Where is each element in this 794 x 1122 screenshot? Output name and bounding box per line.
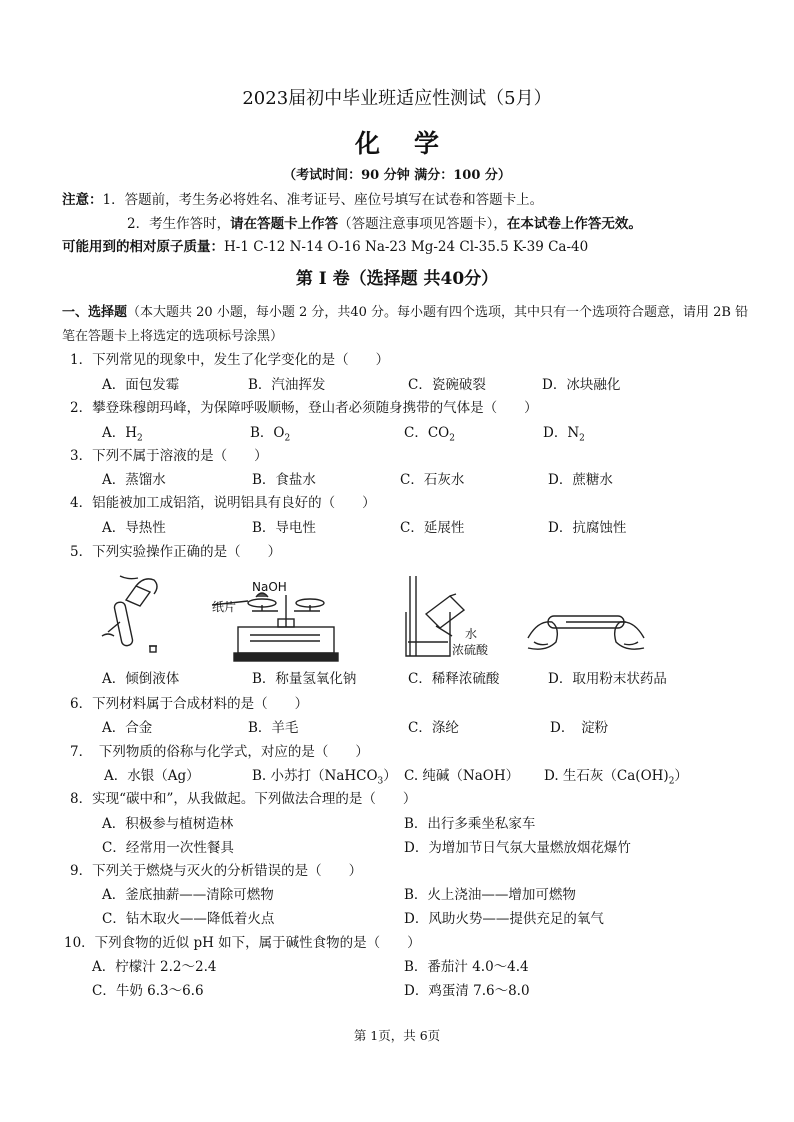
- figure-pour-liquid: [96, 570, 176, 662]
- q1-option-c: C．瓷碗破裂: [408, 377, 486, 393]
- q8-option-b: B．出行多乘坐私家车: [404, 816, 536, 832]
- subject-title: 化学: [354, 129, 473, 158]
- q7-option-b-end: ）: [383, 768, 397, 784]
- question-5-stem: 5．下列实验操作正确的是（ ）: [70, 544, 282, 560]
- atomic-masses: [62, 235, 588, 255]
- figure-powder: [526, 598, 646, 658]
- q2-option-c-sub: 2: [449, 433, 455, 444]
- atoms-label: 可能用到的相对原子质量：: [62, 239, 224, 255]
- q2-option-b: [250, 421, 290, 444]
- page-footer: 第 1页，共 6页: [353, 1028, 441, 1043]
- q4-option-b: B．导电性: [252, 520, 316, 536]
- note-2-c: （答题注意事项见答题卡），: [338, 216, 507, 232]
- q3-option-a: A．蒸馏水: [102, 472, 166, 488]
- note-2: [127, 212, 642, 232]
- q5-option-d: D．取用粉末状药品: [548, 671, 667, 687]
- q7-option-b-sub: 3: [377, 776, 384, 787]
- q6-option-b: B．羊毛: [248, 720, 299, 736]
- question-4-stem: 4．铝能被加工成铝箔，说明铝具有良好的（ ）: [70, 495, 376, 511]
- q7-option-d-text: D. 生石灰（Ca(OH): [544, 768, 669, 784]
- label-acid: 浓硫酸: [452, 643, 489, 657]
- q7-option-d-end: ）: [674, 768, 688, 784]
- q9-option-c: C．钻木取火——降低着火点: [102, 911, 275, 927]
- q7-option-b: [252, 764, 397, 787]
- q6-option-d: D． 淀粉: [550, 720, 609, 736]
- q6-option-c: C．涤纶: [408, 720, 459, 736]
- q2-option-c: [404, 421, 455, 444]
- q7-option-a: A．水银（Ag）: [104, 768, 200, 784]
- q2-option-a-sub: 2: [137, 433, 143, 444]
- q5-option-b: B．称量氢氧化钠: [252, 671, 357, 687]
- question-6-stem: 6．下列材料属于合成材料的是（ ）: [70, 696, 309, 712]
- q5-option-c: C．稀释浓硫酸: [408, 671, 500, 687]
- section-instruction: [62, 301, 752, 349]
- q10-option-a: A．柠檬汁 2.2～2.4: [92, 959, 217, 975]
- q1-option-b: B．汽油挥发: [248, 377, 326, 393]
- label-naoh: NaOH: [252, 580, 287, 594]
- q7-option-d: [544, 764, 688, 787]
- q3-option-d: D．蔗糖水: [548, 472, 613, 488]
- q3-option-c: C．石灰水: [400, 472, 465, 488]
- atoms-values: H-1 C-12 N-14 O-16 Na-23 Mg-24 Cl-35.5 K-39 Ca-40: [224, 239, 589, 255]
- q1-option-a: A．面包发霉: [102, 377, 180, 393]
- q2-option-c-text: C．CO: [404, 425, 450, 441]
- q7-option-c: C. 纯碱（NaOH）: [404, 768, 520, 784]
- q8-option-c: C．经常用一次性餐具: [102, 840, 234, 856]
- q2-option-d-sub: 2: [579, 433, 585, 444]
- question-2-stem: 2．攀登珠穆朗玛峰，为保障呼吸顺畅，登山者必须随身携带的气体是（ ）: [70, 400, 538, 416]
- q2-option-d-text: D．N: [543, 425, 580, 441]
- q7-option-d-sub: 2: [668, 776, 675, 787]
- section-heading: 一、选择题: [62, 305, 128, 320]
- note-1: [62, 188, 543, 208]
- q2-option-b-sub: 2: [284, 433, 291, 444]
- q1-option-d: D．冰块融化: [542, 377, 621, 393]
- q10-option-c: C．牛奶 6.3～6.6: [92, 983, 204, 999]
- q2-option-a: [102, 421, 143, 444]
- time-info: （考试时间：90 分钟 满分：100 分）: [283, 168, 511, 183]
- q9-option-b: B．火上浇油——增加可燃物: [404, 887, 576, 903]
- section-title: 第 I 卷（选择题 共40分）: [295, 269, 499, 289]
- q9-option-d: D．风助火势——提供充足的氧气: [404, 911, 604, 927]
- note-2-a: 2．考生作答时，: [127, 216, 231, 232]
- q4-option-d: D．抗腐蚀性: [548, 520, 627, 536]
- question-1-stem: 1．下列常见的现象中，发生了化学变化的是（ ）: [70, 352, 390, 368]
- question-7-stem: 7． 下列物质的俗称与化学式，对应的是（ ）: [70, 744, 369, 760]
- instruction-text: （本大题共 20 小题，每小题 2 分，共40 分。每小题有四个选项，其中只有一个选项符合题意，请用 2B 铅笔在答题卡上将选定的选项标号涂黑）: [62, 305, 749, 344]
- q6-option-a: A．合金: [102, 720, 153, 736]
- q9-option-a: A．釜底抽薪——清除可燃物: [102, 887, 274, 903]
- question-10-stem: 10．下列食物的近似 pH 如下，属于碱性食物的是（ ）: [64, 935, 421, 951]
- q10-option-d: D．鸡蛋清 7.6～8.0: [404, 983, 530, 999]
- q10-option-b: B．番茄汁 4.0～4.4: [404, 959, 529, 975]
- label-paper: 纸片: [212, 600, 237, 614]
- exam-title: 2023届初中毕业班适应性测试（5月）: [242, 88, 552, 109]
- question-8-stem: 8．实现“碳中和”，从我做起。下列做法合理的是（ ）: [70, 791, 417, 807]
- q8-option-d: D．为增加节日气氛大量燃放烟花爆竹: [404, 840, 631, 856]
- q2-option-d: [543, 421, 585, 444]
- q2-option-a-text: A．H: [102, 425, 138, 441]
- q8-option-a: A．积极参与植树造林: [102, 816, 234, 832]
- q4-option-c: C．延展性: [400, 520, 465, 536]
- label-water: 水: [465, 627, 478, 641]
- question-9-stem: 9．下列关于燃烧与灭火的分析错误的是（ ）: [70, 863, 363, 879]
- note-2-d: 在本试卷上作答无效。: [506, 216, 642, 232]
- q7-option-b-text: B. 小苏打（NaHCO: [252, 768, 378, 784]
- note-label: 注意：: [62, 192, 103, 208]
- question-3-stem: 3．下列不属于溶液的是（ ）: [70, 448, 268, 464]
- note-2-b: 请在答题卡上作答: [230, 216, 339, 232]
- q3-option-b: B．食盐水: [252, 472, 316, 488]
- note-1-text: 1．答题前，考生务必将姓名、准考证号、座位号填写在试卷和答题卡上。: [102, 192, 544, 208]
- q2-option-b-text: B．O: [250, 425, 285, 441]
- q4-option-a: A．导热性: [102, 520, 166, 536]
- q5-option-a: A．倾倒液体: [102, 671, 180, 687]
